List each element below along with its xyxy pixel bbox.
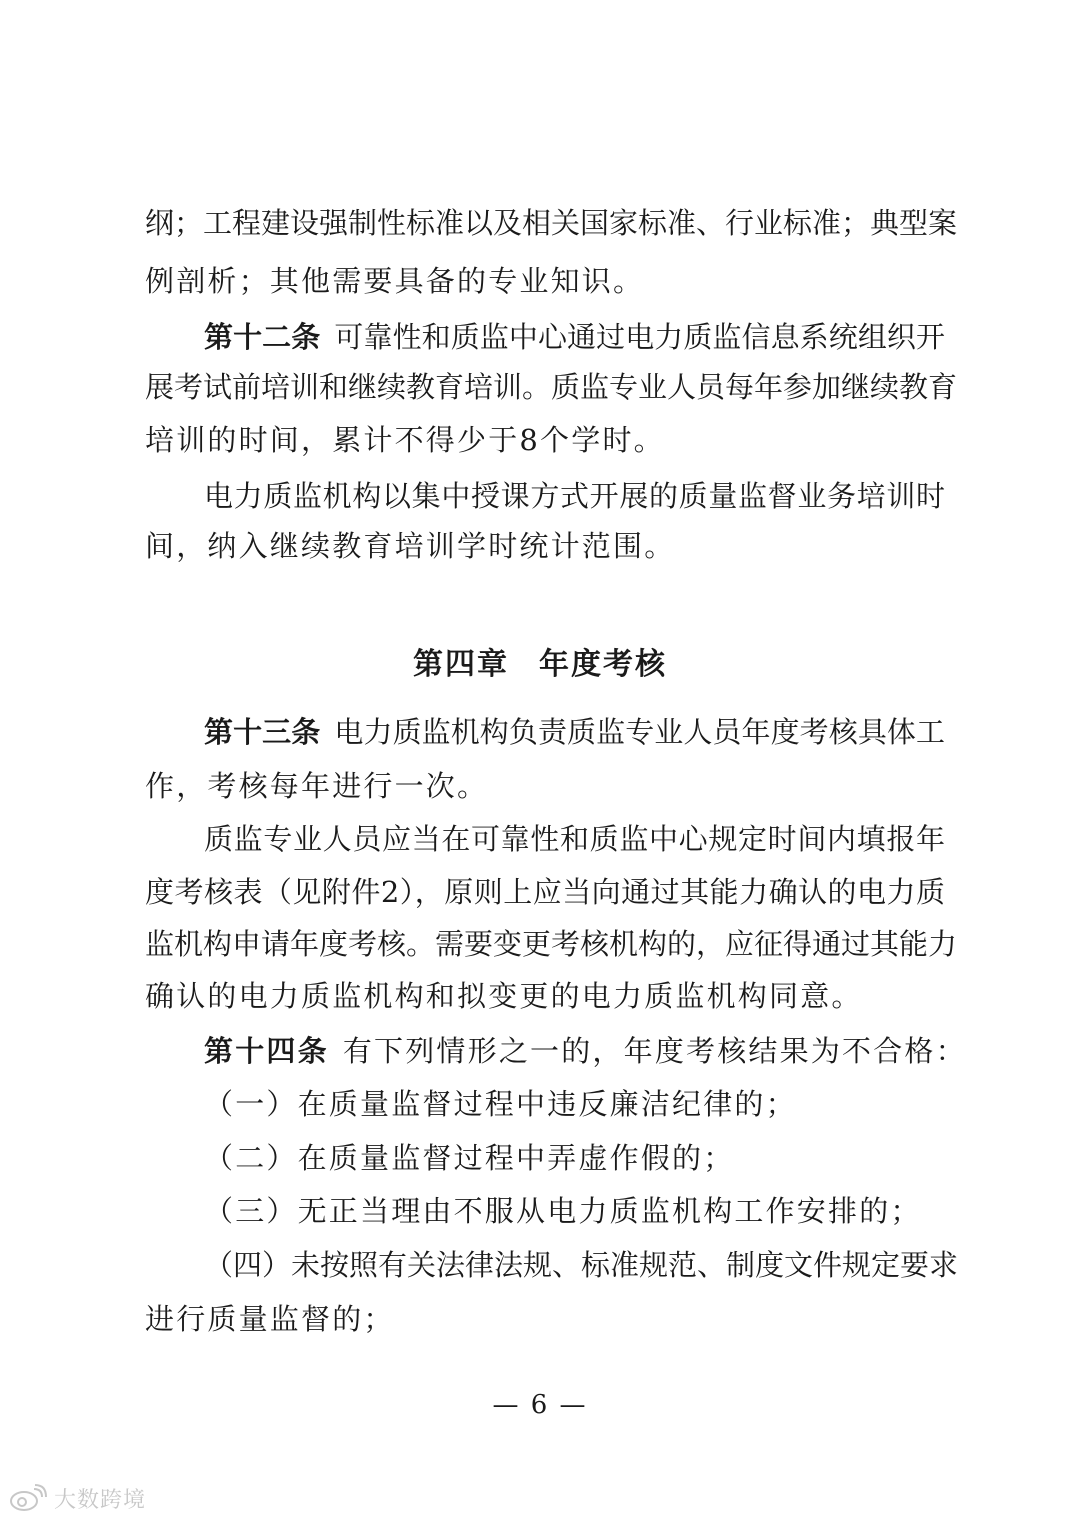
- list-item: （三）无正当理由不服从电力质监机构工作安排的；: [204, 1194, 922, 1228]
- paragraph-line: 电力质监机构以集中授课方式开展的质量监督业务培训时: [204, 479, 945, 513]
- list-item-continuation: 进行质量监督的；: [145, 1302, 395, 1336]
- article-13-line: [204, 703, 945, 761]
- paragraph-line: 纲；工程建设强制性标准以及相关国家标准、行业标准；典型案: [145, 206, 958, 240]
- chapter-title: 年度考核: [539, 647, 667, 682]
- article-12-text: 可靠性和质监中心通过电力质监信息系统组织开: [334, 320, 945, 354]
- paragraph-line: 展考试前培训和继续教育培训。质监专业人员每年参加继续教育: [145, 370, 958, 404]
- article-14-text: 有下列情形之一的，年度考核结果为不合格：: [342, 1034, 967, 1068]
- paragraph-line: 培训的时间，累计不得少于8个学时。: [145, 423, 665, 457]
- paragraph-line: 确认的电力质监机构和拟变更的电力质监机构同意。: [145, 979, 863, 1013]
- paragraph-line: 作，考核每年进行一次。: [145, 769, 489, 803]
- list-item: （一）在质量监督过程中违反廉洁纪律的；: [204, 1087, 797, 1121]
- chapter-heading: [0, 636, 1080, 694]
- article-12-label: 第十二条: [204, 320, 321, 354]
- paragraph-line: 度考核表（见附件2），原则上应当向通过其能力确认的电力质: [145, 875, 945, 909]
- watermark: [8, 1478, 146, 1518]
- weibo-logo-icon: [8, 1483, 48, 1513]
- chapter-number: 第四章: [413, 647, 509, 682]
- paragraph-line: 质监专业人员应当在可靠性和质监中心规定时间内填报年: [204, 822, 945, 856]
- article-13-text: 电力质监机构负责质监专业人员年度考核具体工: [334, 715, 945, 749]
- paragraph-line: 监机构申请年度考核。需要变更考核机构的，应征得通过其能力: [145, 927, 958, 961]
- list-item: （二）在质量监督过程中弄虚作假的；: [204, 1141, 735, 1175]
- article-14-line: [204, 1022, 967, 1080]
- watermark-text: 大数跨境: [54, 1487, 147, 1513]
- paragraph-line: 例剖析；其他需要具备的专业知识。: [145, 264, 645, 298]
- list-item: （四）未按照有关法律法规、标准规范、制度文件规定要求: [204, 1248, 959, 1282]
- page-number: — 6 —: [492, 1390, 588, 1420]
- article-13-label: 第十三条: [204, 715, 321, 749]
- paragraph-line: 间，纳入继续教育培训学时统计范围。: [145, 529, 676, 563]
- article-14-label: 第十四条: [204, 1034, 329, 1068]
